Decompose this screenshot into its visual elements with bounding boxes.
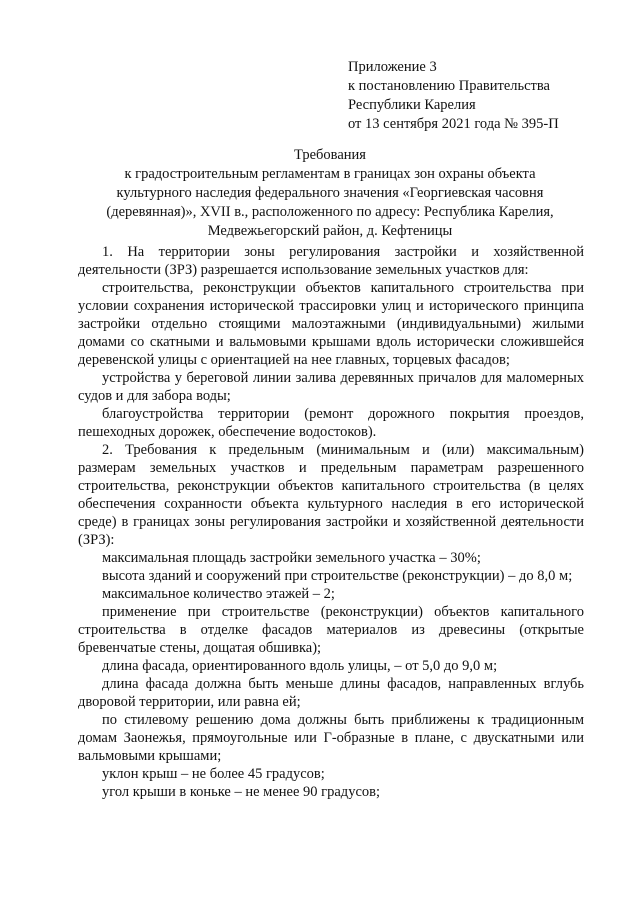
title-line: (деревянная)», XVII в., расположенного по адресу: Республика Карелия, (106, 204, 554, 220)
paragraph-item: строительства, реконструкции объектов капитального строительства при условии сохранения исторической трассировки улиц и исторического принципа застройки отдельно стоящими малоэтажными (индивидуальными) жилыми домами со скатными и вальмовыми крышами вдоль исторически сложившейся деревенской улицы с ориентацией на нее главных, торцевых фасадов; (78, 280, 584, 368)
paragraph-item: устройства у береговой линии залива деревянных причалов для маломерных судов и для забора воды; (78, 370, 584, 404)
document-title (60, 146, 600, 241)
paragraph-item: благоустройства территории (ремонт дорожного покрытия проездов, пешеходных дорожек, обеспечение водостоков). (78, 406, 584, 440)
title-line: к градостроительным регламентам в границах зон охраны объекта (124, 166, 536, 182)
annex-date: от 13 сентября 2021 года № 395-П (348, 116, 559, 132)
annex-header (348, 58, 559, 134)
paragraph-item: уклон крыш – не более 45 градусов; (102, 766, 325, 782)
paragraph-item: длина фасада должна быть меньше длины фасадов, направленных вглубь дворовой территории, или равна ей; (78, 676, 584, 710)
paragraph-item: длина фасада, ориентированного вдоль улицы, – от 5,0 до 9,0 м; (102, 658, 498, 674)
paragraph-item: максимальная площадь застройки земельного участка – 30%; (102, 550, 481, 566)
annex-reference: к постановлению Правительства (348, 78, 550, 94)
title-line: культурного наследия федерального значения «Георгиевская часовня (116, 185, 544, 201)
annex-authority: Республики Карелия (348, 97, 476, 113)
title-line: Медвежьегорский район, д. Кефтеницы (207, 223, 453, 239)
paragraph-item: максимальное количество этажей – 2; (102, 586, 335, 602)
paragraph-item: применение при строительстве (реконструкции) объектов капитального строительства в отделке фасадов материалов из древесины (открытые бревенчатые стены, дощатая обшивка); (78, 604, 584, 656)
annex-number: Приложение 3 (348, 59, 437, 75)
paragraph-item: высота зданий и сооружений при строительстве (реконструкции) – до 8,0 м; (102, 568, 573, 584)
paragraph-clause-2: 2. Требования к предельным (минимальным и (или) максимальным) размерам земельных участков и предельным параметрам разрешенного строительства, реконструкции объектов капитального строительства (в целях обеспечения сохранности объекта культурного наследия в его исторической среде) в границах зоны регулирования застройки и хозяйственной деятельности (ЗРЗ): (78, 442, 584, 548)
paragraph-item: угол крыши в коньке – не менее 90 градусов; (102, 784, 380, 800)
title-heading: Требования (294, 147, 366, 163)
paragraph-item: по стилевому решению дома должны быть приближены к традиционным домам Заонежья, прямоугольные или Г-образные в плане, с двускатными или вальмовыми крышами; (78, 712, 584, 764)
document-body (78, 243, 584, 801)
paragraph-clause-1: 1. На территории зоны регулирования застройки и хозяйственной деятельности (ЗРЗ) разрешается использование земельных участков для: (78, 244, 584, 278)
